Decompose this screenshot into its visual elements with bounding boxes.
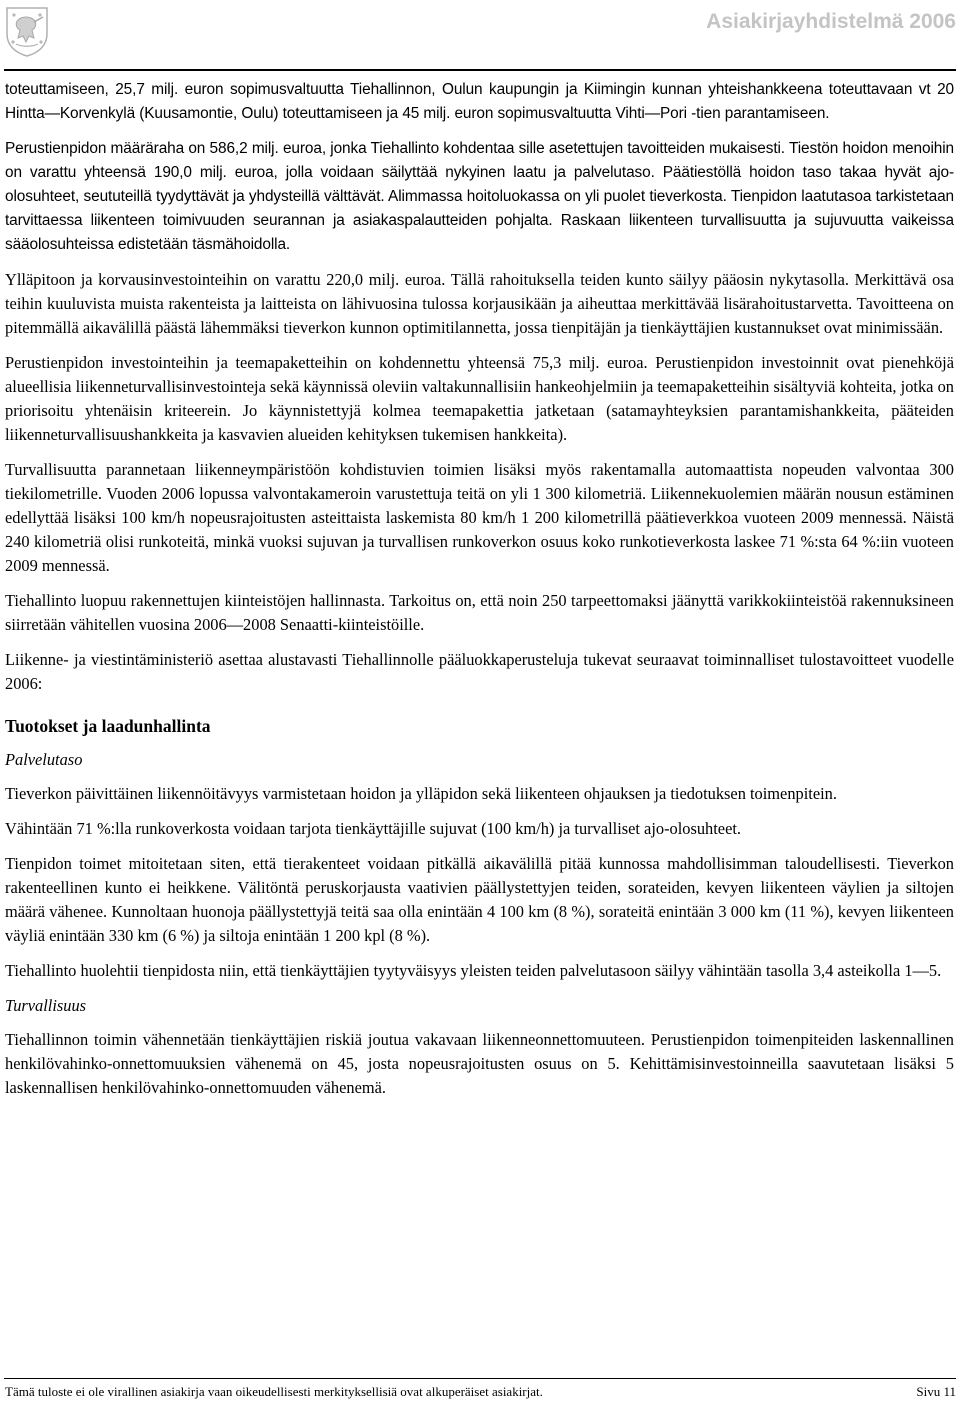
paragraph: Ylläpitoon ja korvausinvestointeihin on varattu 220,0 milj. euroa. Tällä rahoituksella teiden kunto säilyy pääosin nykytasolla. Merkittävä osa teihin kuuluvista muista rakenteista ja laitteista on lähivuosina tulossa korjausikään ja aiheuttaa merkittävää lisärahoitustarvetta. Tavoitteena on pitemmällä aikavälillä päästä lähemmäksi tieverkon kunnon optimitilannetta, jossa tienpitäjän ja tienkäyttäjien kustannukset ovat minimissään. [5, 270, 954, 337]
subsection-heading: Palvelutaso [5, 750, 83, 769]
paragraph: Perustienpidon investointeihin ja teemapaketteihin on kohdennettu yhteensä 75,3 milj. euroa. Perustienpidon investoinnit ovat pienehköjä alueellisia liikenneturvallisinvestointeja sekä käynnissä oleviin valtakunnallisiin hankeohjelmiin ja teemapaketteihin sisältyviä kohteita, jotka on priorisoitu yhtenäisin kriteerein. Jo käynnistettyjä kolmea teemapakettia jatketaan (satamayhteyksien parantamishankkeita, pääteiden liikenneturvallisuushankkeita ja kasvavien alueiden kehityksen tukemisen hankkeita). [5, 353, 954, 444]
paragraph: Tiehallinnon toimin vähennetään tienkäyttäjien riskiä joutua vakavaan liikenneonnettomuuteen. Perustienpidon toimenpiteiden laskennallinen henkilövahinko-onnettomuuksien vähenemä on 45, josta nopeusrajoitusten osuus on 5. Kehittämisinvestoinneilla saavutetaan lisäksi 5 laskennallisen henkilövahinko-onnettomuuden vähenemä. [5, 1030, 954, 1097]
document-title: Asiakirjayhdistelmä 2006 [706, 10, 956, 33]
paragraph: Turvallisuutta parannetaan liikenneympäristöön kohdistuvien toimien lisäksi myös rakentamalla automaattista nopeuden valvontaa 300 tiekilometrille. Vuoden 2006 lopussa valvontakameroin varustettuja teitä on yli 1 300 kilometriä. Liikennekuolemien määrän nousun estäminen edellyttää lisäksi 100 km/h nopeusrajoitusten asteittaista laskemista 80 km/h 1 200 kilometrillä päätieverkkoa vuoteen 2009 mennessä. Näistä 240 kilometriä olisi runkoteitä, minkä vuoksi sujuvan ja turvallisen runkoverkon osuus koko runkotieverkosta laskee 71 %:sta 64 %:iin vuoteen 2009 mennessä. [5, 460, 954, 575]
page-number: Sivu 11 [916, 1384, 956, 1399]
section-heading: Tuotokset ja laadunhallinta [5, 716, 211, 736]
finnish-coat-of-arms-icon [4, 6, 50, 58]
paragraph: Vähintään 71 %:lla runkoverkosta voidaan tarjota tienkäyttäjille sujuvat (100 km/h) ja turvalliset ajo-olosuhteet. [5, 819, 742, 838]
paragraph: Tieverkon päivittäinen liikennöitävyys varmistetaan hoidon ja ylläpidon sekä liikenteen ohjauksen ja tiedotuksen toimenpitein. [5, 784, 837, 803]
paragraph: Tiehallinto huolehtii tienpidosta niin, että tienkäyttäjien tyytyväisyys yleisten teiden palvelutasoon säilyy vähintään tasolla 3,4 asteikolla 1—5. [5, 961, 942, 980]
paragraph: Perustienpidon määräraha on 586,2 milj. euroa, jonka Tiehallinto kohdentaa sille asetettujen tavoitteiden mukaisesti. Tiestön hoidon menoihin on varattu yhteensä 190,0 milj. euroa, jolla voidaan säilyttää nykyinen laatu ja palvelutaso. Päätiestöllä hoidon taso takaa hyvät ajo-olosuhteet, seututeillä tyydyttävät ja yhdysteillä välttävät. Alimmassa hoitoluokassa on yli puolet tieverkosta. Tienpidon laatutasoa tarkistetaan tarvittaessa liikenteen toimivuuden seurannan ja asiakaspalautteiden pohjalta. Raskaan liikenteen turvallisuutta ja sujuvuutta vaikeissa sääolosuhteissa edistetään täsmähoidolla. [5, 140, 954, 253]
paragraph: toteuttamiseen, 25,7 milj. euron sopimusvaltuutta Tiehallinnon, Oulun kaupungin ja Kiimingin kunnan yhteishankkeena toteuttavaan vt 20 Hintta—Korvenkylä (Kuusamontie, Oulu) toteuttamiseen ja 45 milj. euron sopimusvaltuutta Vihti—Pori -tien parantamiseen. [5, 81, 954, 122]
footer-disclaimer: Tämä tuloste ei ole virallinen asiakirja vaan oikeudellisesti merkityksellisiä ovat alkuperäiset asiakirjat. [5, 1384, 543, 1399]
paragraph: Liikenne- ja viestintäministeriö asettaa alustavasti Tiehallinnolle pääluokkaperusteluja tukevat seuraavat toiminnalliset tulostavoitteet vuodelle 2006: [5, 650, 954, 693]
subsection-heading: Turvallisuus [5, 996, 87, 1015]
page-header [0, 0, 960, 82]
header-divider [4, 69, 956, 71]
document-body [5, 78, 954, 1111]
paragraph: Tienpidon toimet mitoitetaan siten, että tierakenteet voidaan pitkällä aikavälillä pitää kunnossa mahdollisimman taloudellisesti. Tieverkon rakenteellinen kunto ei heikkene. Välitöntä peruskorjausta vaativien päällystettyjen teiden, sorateiden, kevyen liikenteen väylien ja siltojen määrä vähenee. Kunnoltaan huonoja päällystettyjä teitä saa olla enintään 4 100 km (8 %), sorateitä enintään 3 000 km (11 %), kevyen liikenteen väyliä enintään 330 km (6 %) ja siltoja enintään 1 200 kpl (8 %). [5, 854, 954, 945]
paragraph: Tiehallinto luopuu rakennettujen kiinteistöjen hallinnasta. Tarkoitus on, että noin 250 tarpeettomaksi jäänyttä varikkokiinteistöä rakennuksineen siirretään vähitellen vuosina 2006—2008 Senaatti-kiinteistöille. [5, 591, 954, 634]
footer-divider [4, 1378, 956, 1379]
